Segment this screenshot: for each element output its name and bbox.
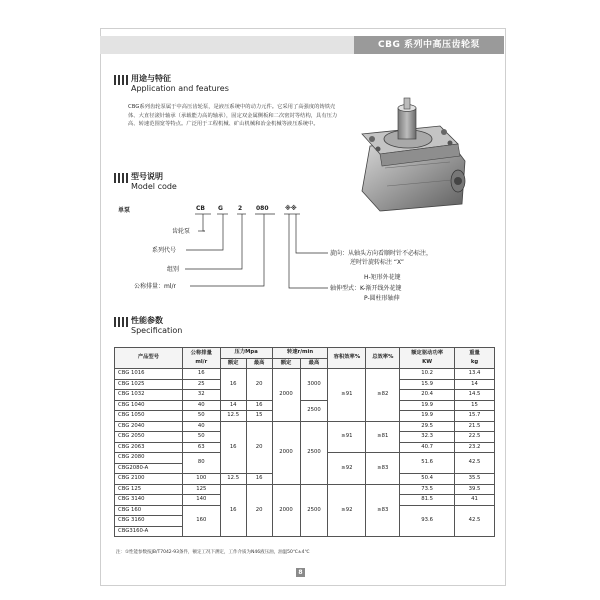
table-row: CBG 1016 16 16 20 2000 3000 ≥91 ≥82 10.2 13.4	[115, 369, 495, 380]
spec-table	[114, 347, 495, 537]
col-power	[400, 348, 455, 369]
col-total-eff: 总效率%	[366, 348, 400, 369]
label-gear-pump: 齿轮泵	[172, 228, 191, 235]
col-model: 产品型号	[115, 348, 183, 369]
table-row: CBG 2040 40 16 20 2000 2500 ≥91 ≥81 29.5 21.5	[115, 421, 495, 432]
section-stripe-icon	[114, 75, 128, 85]
section-stripe-icon	[114, 317, 128, 327]
gear-pump-image	[340, 86, 480, 216]
table-row: CBG 125 125 16 20 2000 2500 ≥92 ≥83 73.5 39.5	[115, 484, 495, 495]
table-row: CBG2080-A	[115, 463, 495, 474]
col-weight	[455, 348, 495, 369]
col-weight-label: 重量	[469, 349, 480, 356]
code-part-cb: CB	[196, 205, 205, 212]
table-row: CBG 2050 50 32.3 22.5	[115, 432, 495, 443]
col-power-label: 额定驱动功率	[411, 349, 444, 356]
label-displacement: 公称排量：ml/r	[134, 283, 177, 290]
col-pressure-rated: 额定	[220, 358, 246, 369]
header-title: CBG 系列中高压齿轮泵	[354, 36, 504, 54]
table-row: CBG 1040 40 14 16 2500 19.9 15	[115, 400, 495, 411]
col-weight-unit: kg	[470, 359, 479, 365]
table-row: CBG 2100 100 12.5 16 50.4 35.5	[115, 474, 495, 485]
label-shaft-h: H-矩形外花键	[364, 274, 401, 281]
intro-paragraph: CBG系列齿轮泵属于中高压齿轮泵，是液压系统中的动力元件。它采用了高强度的铸铁壳体、大直径滚针轴承（承载能力高的轴承），固定双金属侧板和二次密封等结构，具有压力高、转速范围宽等特点。广泛用于工程机械、矿山机械和冶金机械等液压系统中。	[128, 104, 338, 128]
col-speed-rated: 额定	[272, 358, 300, 369]
section3-title-cn: 性能参数	[131, 316, 163, 325]
col-pressure: 压力Mpa	[220, 348, 272, 359]
label-rotation: 旋向：从轴头方向看顺时针不必标注，	[330, 250, 433, 257]
section2-title-en: Model code	[131, 182, 177, 191]
code-part-group: 2	[238, 205, 243, 212]
page-number: 8	[296, 568, 305, 577]
col-speed-max: 最高	[300, 358, 328, 369]
col-displacement-unit: ml/r	[195, 359, 208, 365]
label-shaft-k: 轴伸型式：K-渐开线外花键	[330, 285, 402, 292]
table-row: CBG 2080 80 ≥92 ≥83 51.6 42.5	[115, 453, 495, 464]
col-displacement-label: 公称排量	[190, 349, 212, 356]
table-row: CBG 3140 140 81.5 41	[115, 495, 495, 506]
table-row: CBG 1032 32 20.4 14.5	[115, 390, 495, 401]
col-speed: 转速r/min	[272, 348, 328, 359]
section1-title-cn: 用途与特征	[131, 74, 171, 83]
table-row: CBG3160-A	[115, 526, 495, 537]
section3-title-en: Specification	[131, 326, 183, 335]
table-row: CBG 160 160 93.6 42.5	[115, 505, 495, 516]
label-group: 组别	[167, 266, 180, 273]
code-part-g: G	[218, 205, 223, 212]
table-note: 注：①性能参数按JB/T7042-93条件，额定工况下测定，工作介质为N46液压油，油温50℃±4℃	[116, 550, 310, 555]
code-part-suffix: ※※	[285, 205, 297, 212]
section1-title-en: Application and features	[131, 84, 229, 93]
col-pressure-max: 最高	[246, 358, 272, 369]
code-part-displacement: 080	[256, 205, 269, 212]
intro-text	[128, 103, 338, 129]
section-stripe-icon	[114, 173, 128, 183]
col-displacement	[182, 348, 220, 369]
label-rotation-note: 逆时针旋转标注 “X”	[350, 259, 404, 266]
table-row: CBG 1050 50 12.5 15 19.9 15.7	[115, 411, 495, 422]
table-row: CBG 3160	[115, 516, 495, 527]
table-row: CBG 2063 63 40.7 23.2	[115, 442, 495, 453]
table-row: CBG 1025 25 15.9 14	[115, 379, 495, 390]
label-series-code: 系列代号	[152, 247, 177, 254]
section2-title-cn: 型号说明	[131, 172, 163, 181]
label-shaft-p: P-圆柱形轴伸	[364, 295, 400, 302]
pump-label: 单泵	[118, 207, 131, 214]
col-power-unit: KW	[422, 359, 433, 365]
col-vol-eff: 容积效率%	[328, 348, 366, 369]
